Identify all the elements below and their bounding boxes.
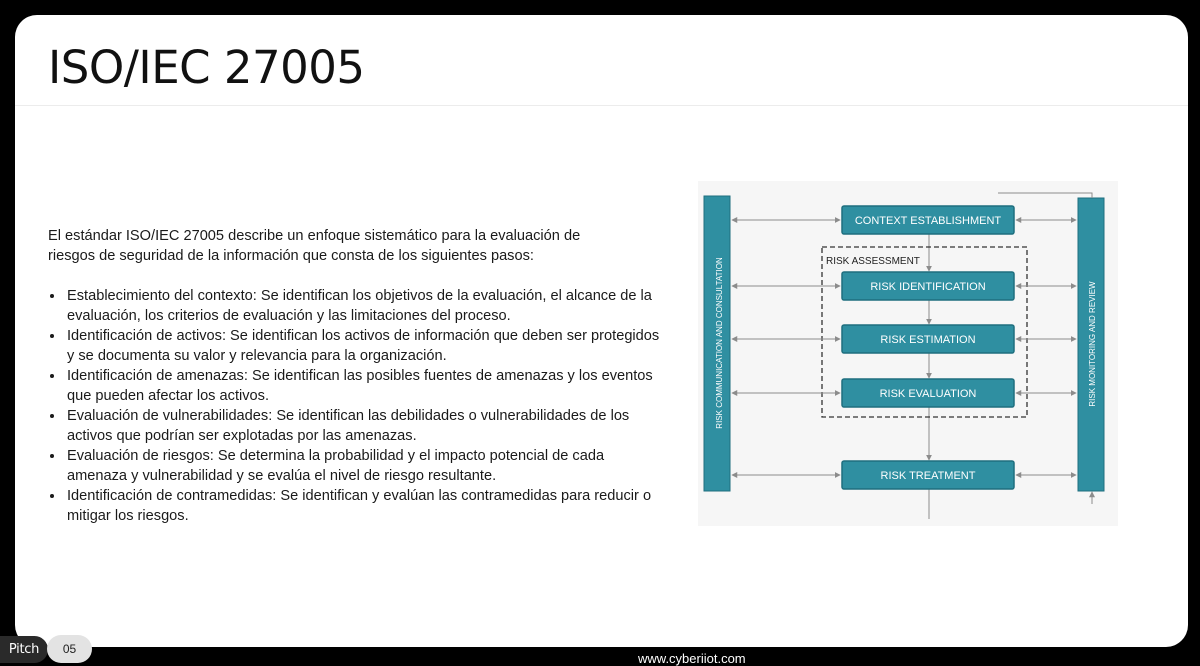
risk-estimation-label: RISK ESTIMATION — [880, 334, 976, 346]
context-establishment-label: CONTEXT ESTABLISHMENT — [854, 215, 1002, 227]
steps-list — [48, 286, 665, 526]
list-item: • Identificación de amenazas: Se identifican las posibles fuentes de amenazas y los eventos que pueden afectar los activos. — [65, 366, 665, 406]
website-url: www.cyberiiot.com — [638, 651, 746, 666]
page-number-badge[interactable]: 05 — [47, 635, 92, 663]
header-divider — [15, 105, 1188, 106]
risk-assessment-label: RISK ASSESSMENT — [826, 256, 920, 267]
list-item: • Establecimiento del contexto: Se identifican los objetivos de la evaluación, el alcance de la evaluación, los criterios de evaluación y las limitaciones del proceso. — [65, 286, 665, 326]
list-item: • Identificación de activos: Se identifican los activos de información que deben ser protegidos y se documenta su valor y relevancia para la organización. — [65, 326, 665, 366]
list-item: • Evaluación de riesgos: Se determina la probabilidad y el impacto potencial de cada amenaza y vulnerabilidad y se evalúa el nivel de riesgo resultante. — [65, 446, 665, 486]
risk-management-diagram — [698, 181, 1118, 526]
pitch-logo[interactable]: Pitch — [0, 636, 48, 663]
slide — [15, 15, 1188, 647]
left-bar-label: RISK COMMUNICATION AND CONSULTATION — [715, 257, 724, 429]
intro-paragraph: El estándar ISO/IEC 27005 describe un enfoque sistemático para la evaluación de riesgos de seguridad de la información que consta de los siguientes pasos: — [48, 228, 581, 264]
risk-treatment-label: RISK TREATMENT — [880, 470, 976, 482]
risk-identification-label: RISK IDENTIFICATION — [870, 281, 986, 293]
list-item: • Identificación de contramedidas: Se identifican y evalúan las contramedidas para reducir o mitigar los riesgos. — [65, 486, 665, 526]
slide-title: ISO/IEC 27005 — [48, 41, 365, 94]
risk-evaluation-label: RISK EVALUATION — [879, 388, 977, 400]
right-bar-label: RISK MONITORING AND REVIEW — [1088, 281, 1097, 407]
list-item: • Evaluación de vulnerabilidades: Se identifican las debilidades o vulnerabilidades de los activos que podrían ser explotadas por las amenazas. — [65, 406, 665, 446]
